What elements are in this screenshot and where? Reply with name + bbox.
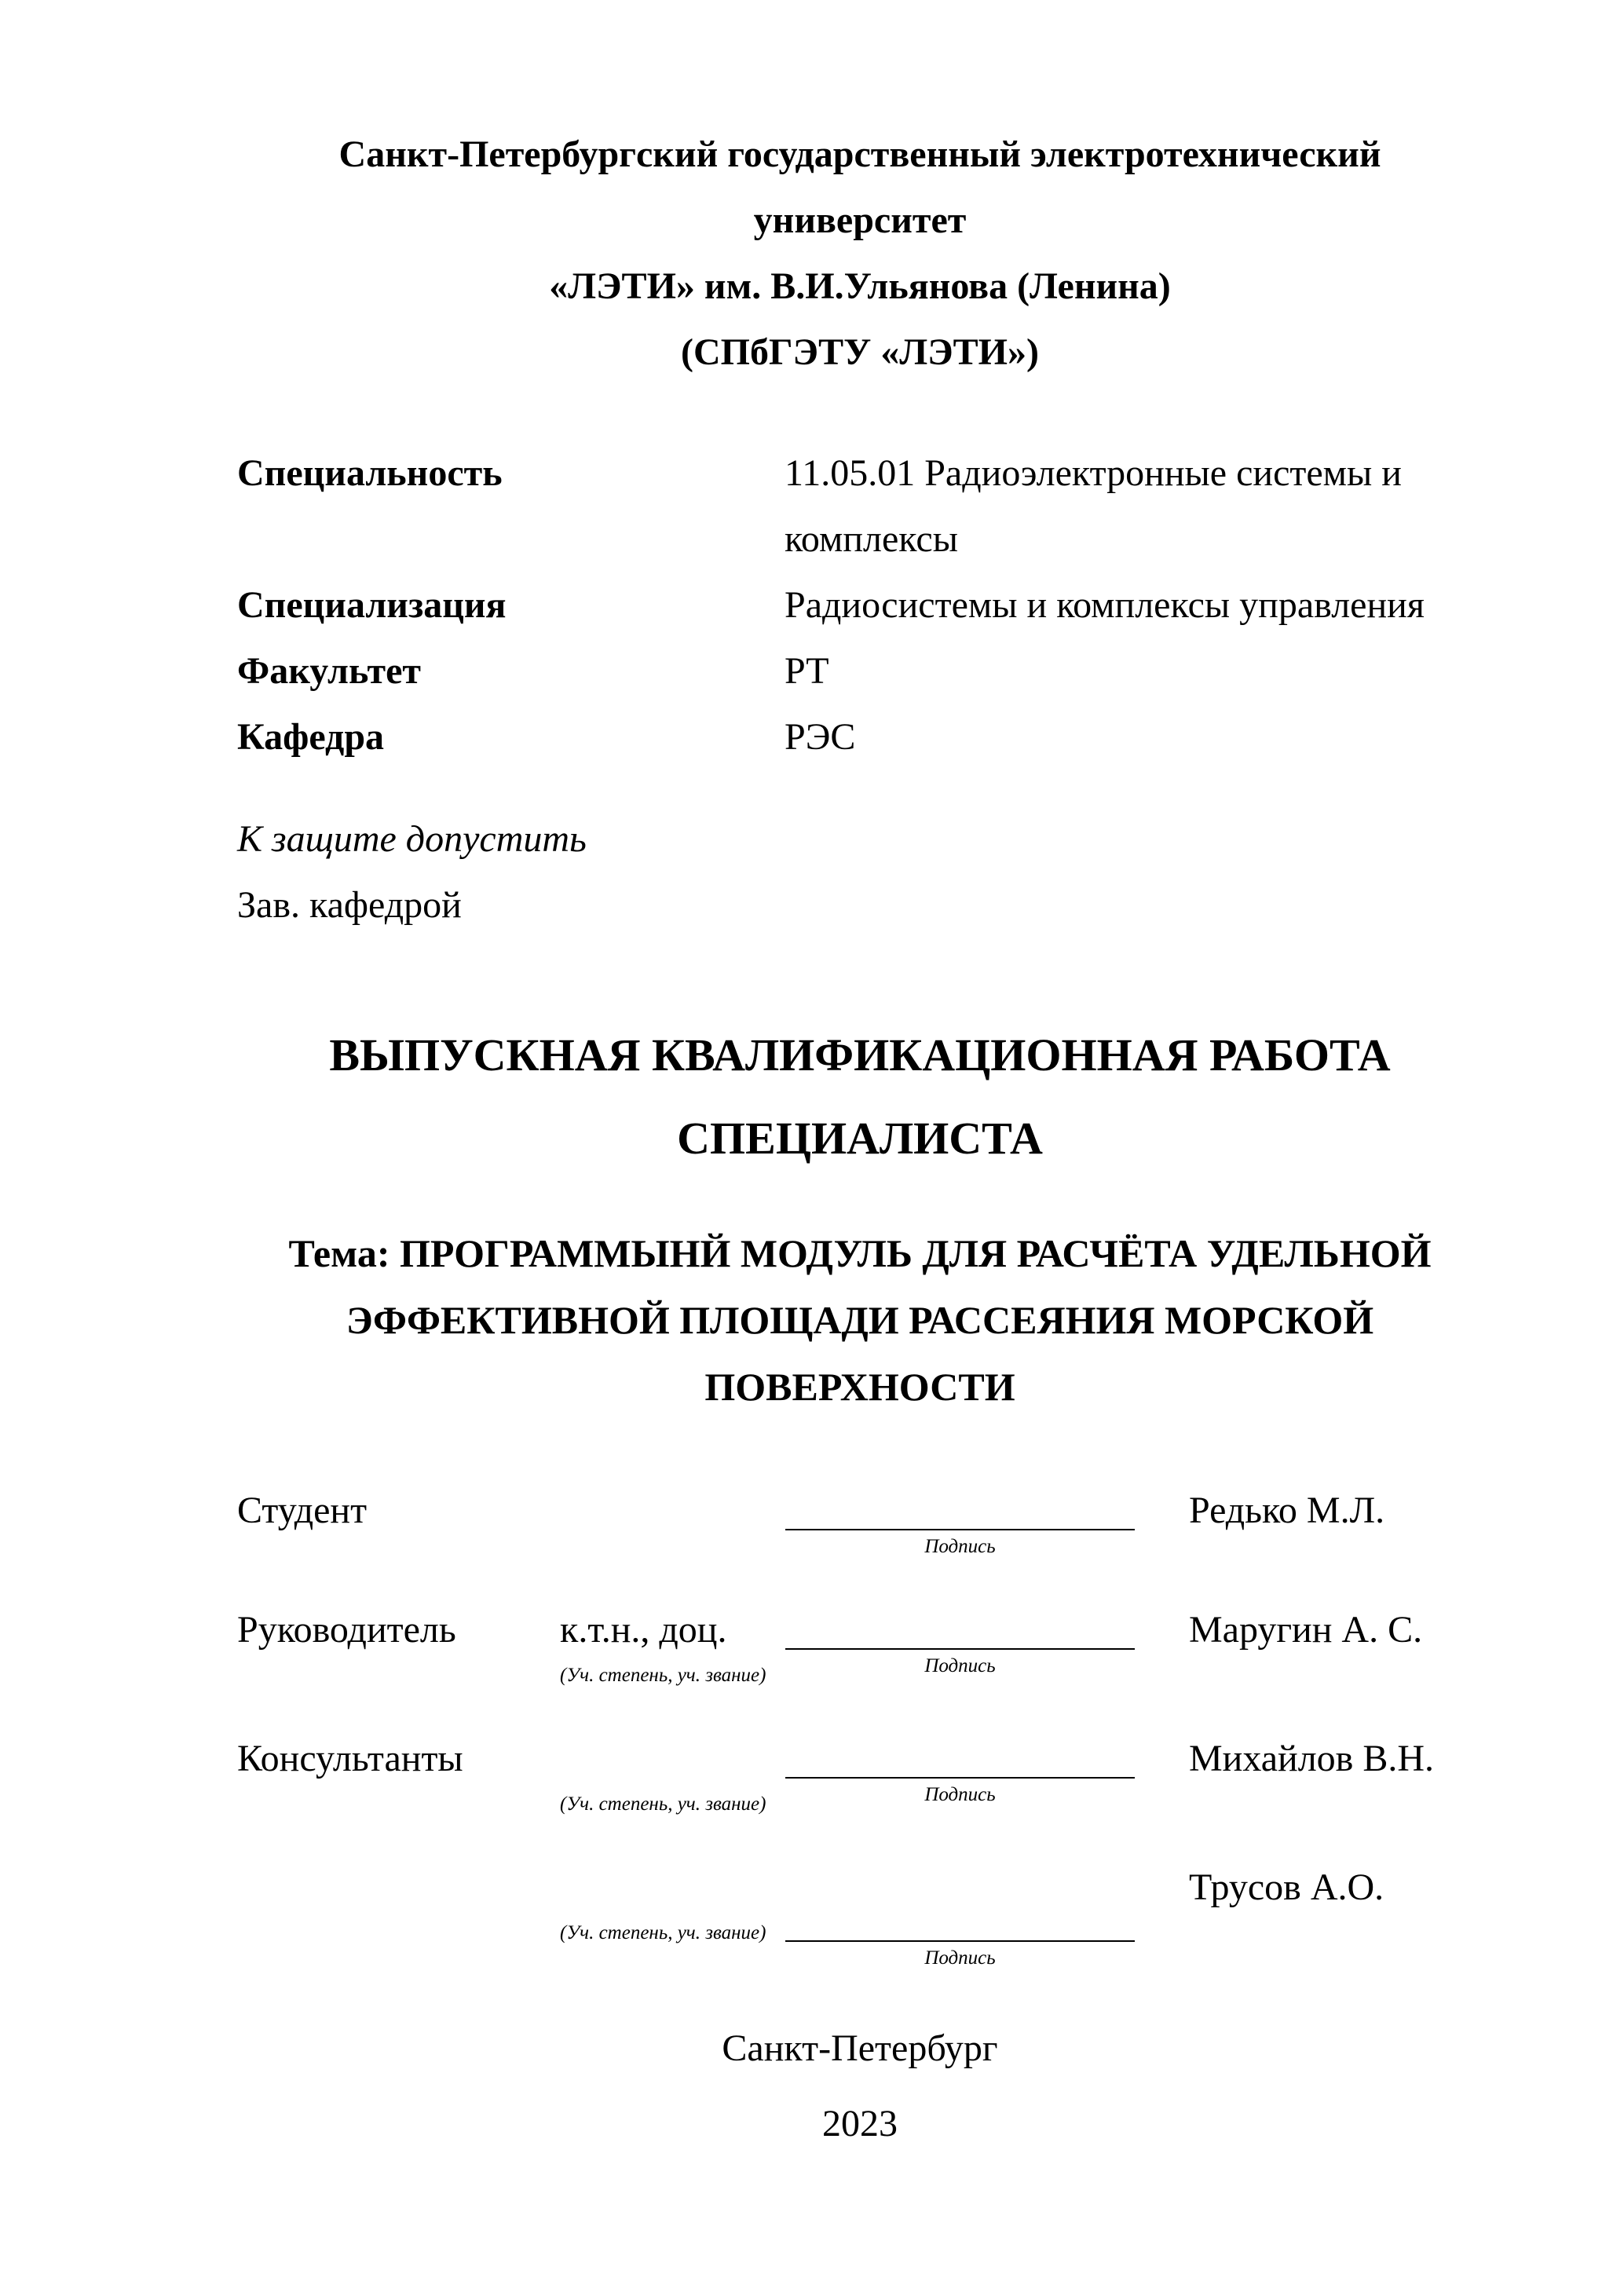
role-consultants: Консультанты <box>237 1738 463 1779</box>
work-title-line2: СПЕЦИАЛИСТА <box>677 1113 1043 1164</box>
university-name-line3: (СПбГЭТУ «ЛЭТИ») <box>681 331 1039 373</box>
admission-statement: К защите допустить <box>237 818 587 860</box>
university-name-line1: Санкт-Петербургский государственный электротехнический университет <box>338 133 1381 241</box>
theme-text: ПРОГРАММЫНЙ МОДУЛЬ ДЛЯ РАСЧЁТА УДЕЛЬНОЙ ЭФФЕКТИВНОЙ ПЛОЩАДИ РАССЕЯНИЯ МОРСКОЙ ПОВЕРХНОСТИ <box>346 1231 1432 1409</box>
signature-row-consultant-2 <box>237 1862 1483 1972</box>
work-title <box>237 1014 1483 1180</box>
specialty-info <box>237 441 1483 770</box>
signature-caption: Подпись <box>924 1655 996 1676</box>
university-name-line2: «ЛЭТИ» им. В.И.Ульянова (Ленина) <box>549 265 1171 307</box>
admission-block <box>237 806 1483 938</box>
university-header <box>237 122 1483 386</box>
faculty-label: Факультет <box>237 650 421 692</box>
degree-col-supervisor <box>560 1604 785 1689</box>
name-consultant-1: Михайлов В.Н. <box>1189 1738 1435 1779</box>
info-row-specialty <box>237 441 1483 572</box>
degree-col-consultant-2 <box>560 1862 785 1947</box>
signature-caption: Подпись <box>924 1947 996 1969</box>
theme-prefix: Тема: <box>288 1231 390 1275</box>
specialization-value: Радиосистемы и комплексы управления <box>785 584 1425 626</box>
signature-line <box>785 1914 1135 1942</box>
signature-caption: Подпись <box>924 1536 996 1557</box>
footer <box>237 2016 1483 2157</box>
signature-row-student <box>237 1485 1483 1560</box>
footer-year: 2023 <box>822 2103 898 2144</box>
signature-line <box>785 1733 1135 1779</box>
signature-row-consultant-1 <box>237 1733 1483 1818</box>
department-head-line: Зав. кафедрой <box>237 884 462 926</box>
signature-line <box>785 1604 1135 1650</box>
specialty-value: 11.05.01 Радиоэлектронные системы и комплексы <box>785 452 1402 560</box>
info-row-faculty <box>237 638 1483 704</box>
signature-row-supervisor <box>237 1604 1483 1689</box>
footer-city: Санкт-Петербург <box>722 2027 998 2069</box>
work-title-line1: ВЫПУСКНАЯ КВАЛИФИКАЦИОННАЯ РАБОТА <box>329 1029 1391 1080</box>
specialization-label: Специализация <box>237 584 507 626</box>
role-supervisor: Руководитель <box>237 1609 456 1651</box>
signature-line <box>785 1485 1135 1530</box>
name-supervisor: Маругин А. С. <box>1189 1609 1423 1651</box>
spacer <box>560 1733 785 1785</box>
name-consultant-2: Трусов А.О. <box>1189 1866 1384 1908</box>
signatures-section <box>237 1485 1483 1972</box>
specialty-label: Специальность <box>237 452 503 494</box>
role-student: Студент <box>237 1490 368 1531</box>
faculty-value: РТ <box>785 650 829 692</box>
info-row-department <box>237 704 1483 770</box>
theme-block <box>237 1220 1483 1420</box>
degree-caption: (Уч. степень, уч. звание) <box>560 1665 766 1686</box>
signature-caption: Подпись <box>924 1784 996 1805</box>
signature-col-supervisor <box>785 1604 1135 1680</box>
signature-col-student <box>785 1485 1135 1560</box>
spacer <box>785 1862 1135 1914</box>
info-row-specialization <box>237 572 1483 638</box>
degree-caption: (Уч. степень, уч. звание) <box>560 1793 766 1815</box>
department-value: РЭС <box>785 716 856 758</box>
signature-col-consultant-1 <box>785 1733 1135 1808</box>
spacer <box>560 1862 785 1914</box>
degree-caption: (Уч. степень, уч. звание) <box>560 1922 766 1943</box>
degree-col-consultant-1 <box>560 1733 785 1818</box>
supervisor-degree: к.т.н., доц. <box>560 1609 727 1651</box>
signature-col-consultant-2 <box>785 1862 1135 1972</box>
department-label: Кафедра <box>237 716 385 758</box>
name-student: Редько М.Л. <box>1189 1490 1385 1531</box>
